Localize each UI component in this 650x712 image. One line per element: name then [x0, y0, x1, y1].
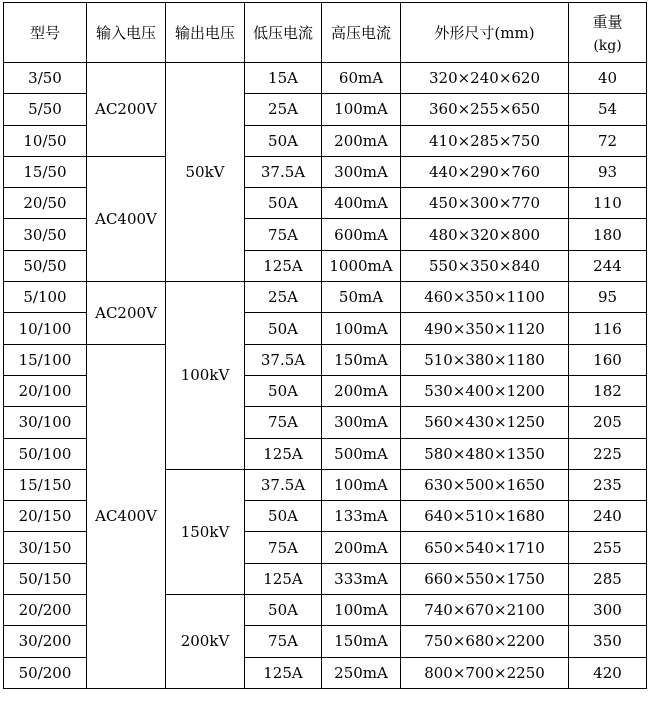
cell-low-current: 50A	[245, 188, 322, 219]
cell-input-voltage: AC400V	[87, 156, 166, 281]
cell-low-current: 15A	[245, 63, 322, 94]
cell-model: 30/150	[4, 532, 87, 563]
cell-dimensions: 550×350×840	[401, 250, 569, 281]
cell-input-voltage: AC200V	[87, 282, 166, 345]
cell-model: 20/150	[4, 501, 87, 532]
cell-low-current: 125A	[245, 250, 322, 281]
cell-weight: 225	[569, 438, 647, 469]
cell-dimensions: 410×285×750	[401, 125, 569, 156]
cell-dimensions: 490×350×1120	[401, 313, 569, 344]
header-low-current: 低压电流	[245, 3, 322, 63]
cell-model: 20/50	[4, 188, 87, 219]
cell-weight: 255	[569, 532, 647, 563]
cell-weight: 110	[569, 188, 647, 219]
cell-dimensions: 750×680×2200	[401, 626, 569, 657]
table-row	[4, 156, 647, 187]
cell-weight: 72	[569, 125, 647, 156]
cell-input-voltage: AC400V	[87, 344, 166, 688]
cell-dimensions: 800×700×2250	[401, 657, 569, 688]
cell-low-current: 50A	[245, 501, 322, 532]
header-output-voltage: 输出电压	[166, 3, 245, 63]
cell-low-current: 125A	[245, 438, 322, 469]
cell-dimensions: 740×670×2100	[401, 595, 569, 626]
cell-low-current: 37.5A	[245, 344, 322, 375]
cell-model: 10/100	[4, 313, 87, 344]
cell-high-current: 300mA	[322, 407, 401, 438]
cell-low-current: 37.5A	[245, 156, 322, 187]
cell-high-current: 60mA	[322, 63, 401, 94]
cell-dimensions: 360×255×650	[401, 94, 569, 125]
cell-high-current: 400mA	[322, 188, 401, 219]
cell-low-current: 50A	[245, 313, 322, 344]
cell-high-current: 133mA	[322, 501, 401, 532]
cell-dimensions: 530×400×1200	[401, 375, 569, 406]
cell-high-current: 333mA	[322, 563, 401, 594]
cell-weight: 180	[569, 219, 647, 250]
cell-high-current: 300mA	[322, 156, 401, 187]
cell-model: 50/200	[4, 657, 87, 688]
cell-low-current: 25A	[245, 94, 322, 125]
cell-low-current: 75A	[245, 626, 322, 657]
cell-high-current: 100mA	[322, 469, 401, 500]
cell-low-current: 25A	[245, 282, 322, 313]
cell-low-current: 75A	[245, 532, 322, 563]
cell-low-current: 125A	[245, 563, 322, 594]
cell-high-current: 100mA	[322, 595, 401, 626]
cell-model: 50/150	[4, 563, 87, 594]
cell-weight: 40	[569, 63, 647, 94]
header-input-voltage: 输入电压	[87, 3, 166, 63]
cell-high-current: 150mA	[322, 626, 401, 657]
cell-output-voltage: 150kV	[166, 469, 245, 594]
cell-input-voltage: AC200V	[87, 63, 166, 157]
cell-weight: 160	[569, 344, 647, 375]
cell-model: 5/50	[4, 94, 87, 125]
cell-weight: 182	[569, 375, 647, 406]
cell-low-current: 125A	[245, 657, 322, 688]
cell-model: 15/100	[4, 344, 87, 375]
spec-table	[3, 2, 647, 689]
cell-high-current: 100mA	[322, 313, 401, 344]
cell-low-current: 37.5A	[245, 469, 322, 500]
cell-model: 15/150	[4, 469, 87, 500]
table-row	[4, 63, 647, 94]
cell-dimensions: 450×300×770	[401, 188, 569, 219]
cell-high-current: 50mA	[322, 282, 401, 313]
cell-dimensions: 640×510×1680	[401, 501, 569, 532]
header-weight-unit: (kg)	[593, 38, 622, 54]
cell-output-voltage: 50kV	[166, 63, 245, 282]
cell-high-current: 600mA	[322, 219, 401, 250]
cell-high-current: 250mA	[322, 657, 401, 688]
cell-model: 50/100	[4, 438, 87, 469]
cell-weight: 350	[569, 626, 647, 657]
cell-dimensions: 650×540×1710	[401, 532, 569, 563]
cell-model: 5/100	[4, 282, 87, 313]
cell-model: 50/50	[4, 250, 87, 281]
header-weight	[569, 3, 647, 63]
cell-low-current: 75A	[245, 219, 322, 250]
cell-high-current: 200mA	[322, 375, 401, 406]
header-row	[4, 3, 647, 63]
cell-high-current: 1000mA	[322, 250, 401, 281]
cell-weight: 285	[569, 563, 647, 594]
cell-weight: 54	[569, 94, 647, 125]
cell-model: 30/200	[4, 626, 87, 657]
cell-low-current: 75A	[245, 407, 322, 438]
cell-dimensions: 510×380×1180	[401, 344, 569, 375]
cell-high-current: 200mA	[322, 125, 401, 156]
cell-model: 10/50	[4, 125, 87, 156]
cell-low-current: 50A	[245, 125, 322, 156]
cell-dimensions: 440×290×760	[401, 156, 569, 187]
cell-dimensions: 580×480×1350	[401, 438, 569, 469]
cell-model: 30/50	[4, 219, 87, 250]
cell-model: 15/50	[4, 156, 87, 187]
cell-dimensions: 460×350×1100	[401, 282, 569, 313]
cell-weight: 240	[569, 501, 647, 532]
cell-dimensions: 660×550×1750	[401, 563, 569, 594]
header-high-current: 高压电流	[322, 3, 401, 63]
cell-weight: 205	[569, 407, 647, 438]
cell-dimensions: 480×320×800	[401, 219, 569, 250]
cell-high-current: 150mA	[322, 344, 401, 375]
cell-dimensions: 320×240×620	[401, 63, 569, 94]
cell-model: 20/100	[4, 375, 87, 406]
cell-low-current: 50A	[245, 595, 322, 626]
table-row	[4, 282, 647, 313]
cell-weight: 244	[569, 250, 647, 281]
header-model: 型号	[4, 3, 87, 63]
table-row	[4, 344, 647, 375]
cell-output-voltage: 200kV	[166, 595, 245, 689]
cell-weight: 420	[569, 657, 647, 688]
header-weight-label: 重量	[592, 13, 623, 31]
cell-weight: 93	[569, 156, 647, 187]
cell-high-current: 100mA	[322, 94, 401, 125]
cell-weight: 95	[569, 282, 647, 313]
cell-model: 20/200	[4, 595, 87, 626]
cell-weight: 235	[569, 469, 647, 500]
cell-high-current: 200mA	[322, 532, 401, 563]
cell-model: 3/50	[4, 63, 87, 94]
header-dimensions: 外形尺寸(mm)	[401, 3, 569, 63]
cell-weight: 300	[569, 595, 647, 626]
cell-output-voltage: 100kV	[166, 282, 245, 470]
cell-high-current: 500mA	[322, 438, 401, 469]
cell-dimensions: 630×500×1650	[401, 469, 569, 500]
cell-low-current: 50A	[245, 375, 322, 406]
cell-dimensions: 560×430×1250	[401, 407, 569, 438]
cell-weight: 116	[569, 313, 647, 344]
cell-model: 30/100	[4, 407, 87, 438]
